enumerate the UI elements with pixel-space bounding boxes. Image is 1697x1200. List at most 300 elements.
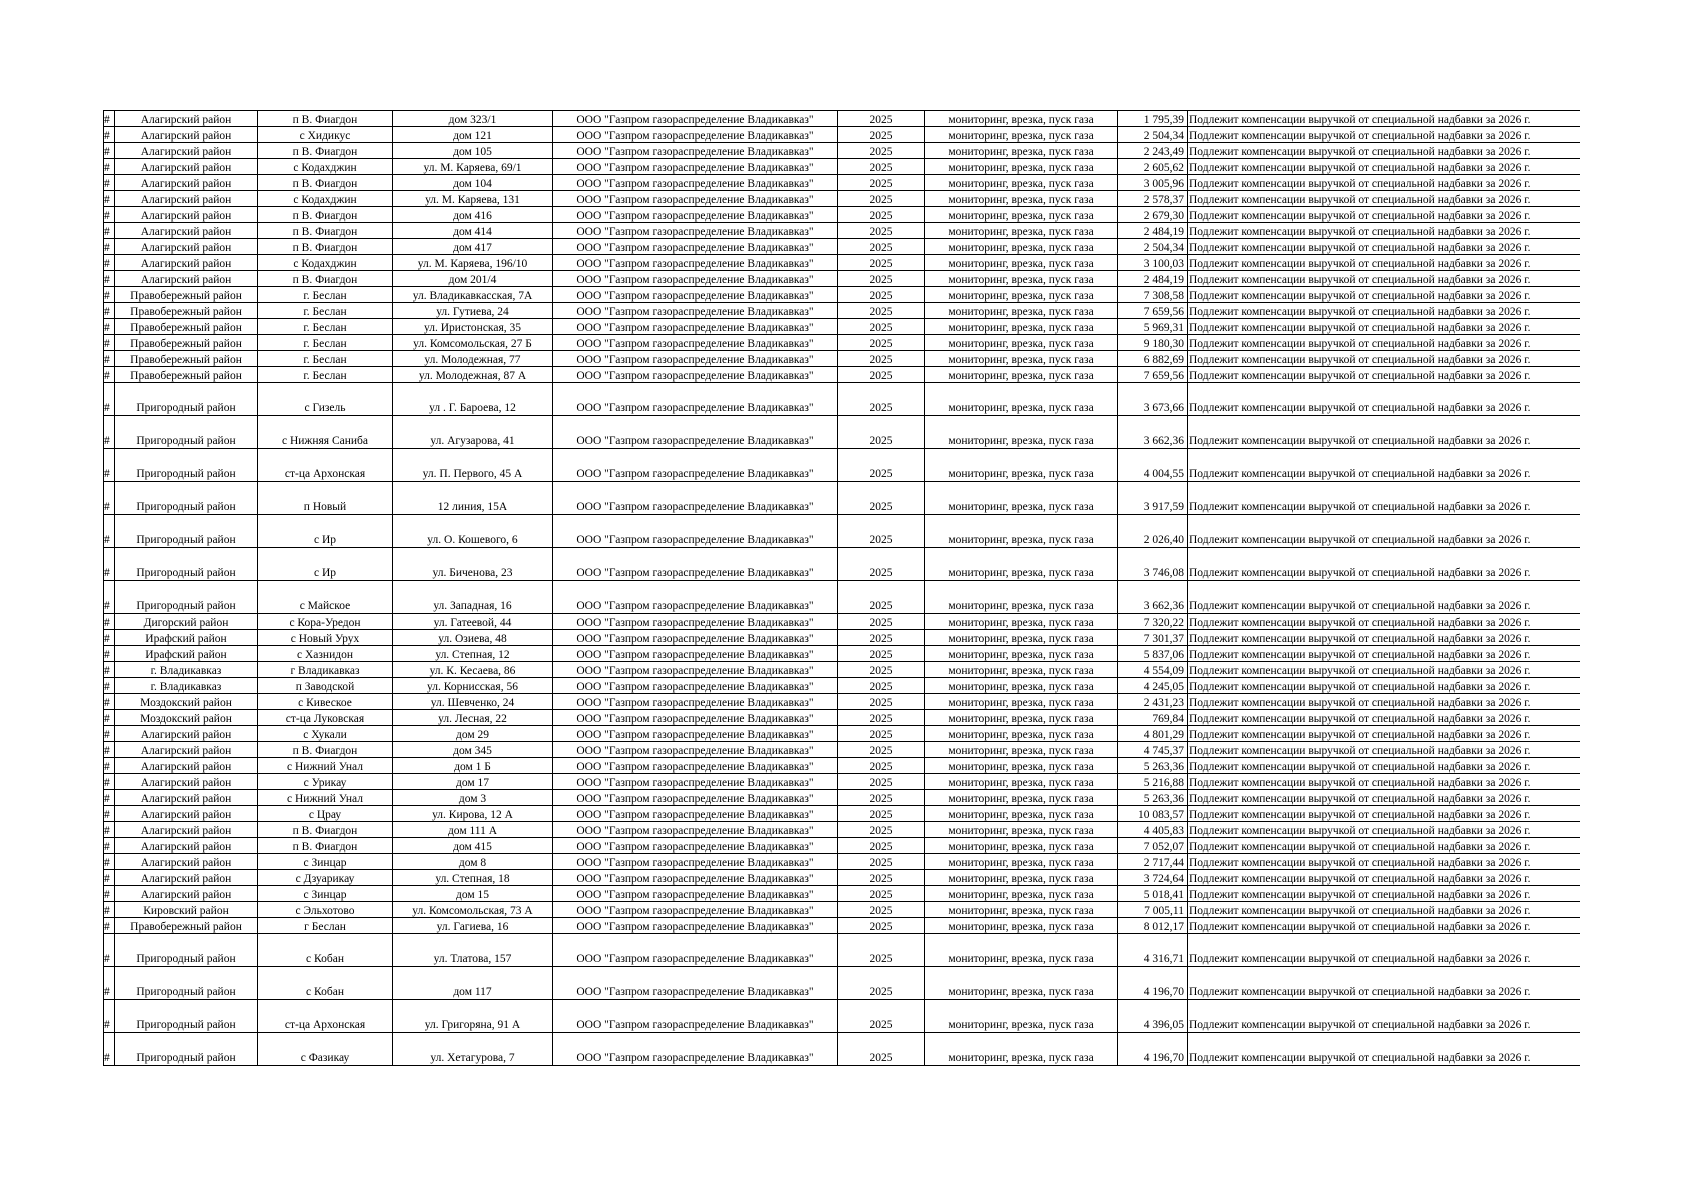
address-cell: ул. Гатеевой, 44 (393, 614, 553, 630)
settlement-cell: с Зинцар (258, 886, 393, 902)
year-cell: 2025 (838, 694, 925, 710)
address-cell: 12 линия, 15А (393, 482, 553, 515)
year-cell: 2025 (838, 967, 925, 1000)
address-cell: ул. Гагиева, 16 (393, 918, 553, 934)
note-cell: Подлежит компенсации выручкой от специальной надбавки за 2026 г. (1188, 191, 1580, 207)
organization-cell: ООО "Газпром газораспределение Владикавказ" (553, 255, 838, 271)
amount-cell: 4 745,37 (1118, 742, 1188, 758)
amount-cell: 2 026,40 (1118, 515, 1188, 548)
work-type-cell: мониторинг, врезка, пуск газа (925, 143, 1118, 159)
amount-cell: 7 005,11 (1118, 902, 1188, 918)
district-cell: Алагирский район (115, 191, 258, 207)
work-type-cell: мониторинг, врезка, пуск газа (925, 239, 1118, 255)
organization-cell: ООО "Газпром газораспределение Владикавказ" (553, 367, 838, 383)
row-marker-cell: # (104, 351, 115, 367)
year-cell: 2025 (838, 548, 925, 581)
row-marker-cell: # (104, 790, 115, 806)
district-cell: Пригородный район (115, 934, 258, 967)
district-cell: Правобережный район (115, 303, 258, 319)
note-cell: Подлежит компенсации выручкой от специальной надбавки за 2026 г. (1188, 1033, 1580, 1066)
settlement-cell: с Црау (258, 806, 393, 822)
table-row (104, 449, 1580, 482)
settlement-cell: с Кодахджин (258, 191, 393, 207)
year-cell: 2025 (838, 143, 925, 159)
address-cell: ул. Степная, 18 (393, 870, 553, 886)
district-cell: г. Владикавказ (115, 662, 258, 678)
row-marker-cell: # (104, 239, 115, 255)
district-cell: Правобережный район (115, 918, 258, 934)
work-type-cell: мониторинг, врезка, пуск газа (925, 383, 1118, 416)
table-row (104, 870, 1580, 886)
row-marker-cell: # (104, 1033, 115, 1066)
amount-cell: 4 196,70 (1118, 1033, 1188, 1066)
amount-cell: 7 659,56 (1118, 303, 1188, 319)
year-cell: 2025 (838, 223, 925, 239)
amount-cell: 2 679,30 (1118, 207, 1188, 223)
year-cell: 2025 (838, 319, 925, 335)
table-row (104, 902, 1580, 918)
year-cell: 2025 (838, 918, 925, 934)
row-marker-cell: # (104, 1000, 115, 1033)
address-cell: дом 111 А (393, 822, 553, 838)
organization-cell: ООО "Газпром газораспределение Владикавказ" (553, 758, 838, 774)
note-cell: Подлежит компенсации выручкой от специальной надбавки за 2026 г. (1188, 822, 1580, 838)
work-type-cell: мониторинг, врезка, пуск газа (925, 581, 1118, 614)
note-cell: Подлежит компенсации выручкой от специальной надбавки за 2026 г. (1188, 1000, 1580, 1033)
settlement-cell: с Урикау (258, 774, 393, 790)
settlement-cell: с Дзуарикау (258, 870, 393, 886)
table-row (104, 207, 1580, 223)
note-cell: Подлежит компенсации выручкой от специальной надбавки за 2026 г. (1188, 630, 1580, 646)
table-row (104, 967, 1580, 1000)
table-row (104, 694, 1580, 710)
district-cell: Правобережный район (115, 287, 258, 303)
organization-cell: ООО "Газпром газораспределение Владикавказ" (553, 143, 838, 159)
settlement-cell: с Нижний Унал (258, 758, 393, 774)
row-marker-cell: # (104, 614, 115, 630)
address-cell: дом 201/4 (393, 271, 553, 287)
note-cell: Подлежит компенсации выручкой от специальной надбавки за 2026 г. (1188, 416, 1580, 449)
address-cell: дом 323/1 (393, 111, 553, 127)
year-cell: 2025 (838, 710, 925, 726)
amount-cell: 5 263,36 (1118, 790, 1188, 806)
organization-cell: ООО "Газпром газораспределение Владикавказ" (553, 630, 838, 646)
address-cell: дом 117 (393, 967, 553, 1000)
year-cell: 2025 (838, 870, 925, 886)
district-cell: Пригородный район (115, 482, 258, 515)
table-row (104, 383, 1580, 416)
address-cell: дом 345 (393, 742, 553, 758)
note-cell: Подлежит компенсации выручкой от специальной надбавки за 2026 г. (1188, 758, 1580, 774)
row-marker-cell: # (104, 319, 115, 335)
work-type-cell: мониторинг, врезка, пуск газа (925, 790, 1118, 806)
table-row (104, 287, 1580, 303)
amount-cell: 4 316,71 (1118, 934, 1188, 967)
amount-cell: 5 263,36 (1118, 758, 1188, 774)
district-cell: Алагирский район (115, 223, 258, 239)
work-type-cell: мониторинг, врезка, пуск газа (925, 742, 1118, 758)
settlement-cell: с Майское (258, 581, 393, 614)
address-cell: ул. Западная, 16 (393, 581, 553, 614)
address-cell: ул. Корнисская, 56 (393, 678, 553, 694)
settlement-cell: п В. Фиагдон (258, 742, 393, 758)
settlement-cell: п В. Фиагдон (258, 207, 393, 223)
district-cell: Моздокский район (115, 694, 258, 710)
organization-cell: ООО "Газпром газораспределение Владикавказ" (553, 303, 838, 319)
table-row (104, 143, 1580, 159)
year-cell: 2025 (838, 581, 925, 614)
organization-cell: ООО "Газпром газораспределение Владикавказ" (553, 774, 838, 790)
settlement-cell: г. Беслан (258, 367, 393, 383)
organization-cell: ООО "Газпром газораспределение Владикавказ" (553, 191, 838, 207)
row-marker-cell: # (104, 111, 115, 127)
address-cell: ул . Г. Бароева, 12 (393, 383, 553, 416)
work-type-cell: мониторинг, врезка, пуск газа (925, 449, 1118, 482)
district-cell: Алагирский район (115, 207, 258, 223)
table-row (104, 239, 1580, 255)
table-row (104, 255, 1580, 271)
settlement-cell: п В. Фиагдон (258, 271, 393, 287)
district-cell: г. Владикавказ (115, 678, 258, 694)
district-cell: Алагирский район (115, 111, 258, 127)
year-cell: 2025 (838, 758, 925, 774)
year-cell: 2025 (838, 774, 925, 790)
note-cell: Подлежит компенсации выручкой от специальной надбавки за 2026 г. (1188, 515, 1580, 548)
row-marker-cell: # (104, 662, 115, 678)
table-row (104, 1000, 1580, 1033)
table-row (104, 581, 1580, 614)
note-cell: Подлежит компенсации выручкой от специальной надбавки за 2026 г. (1188, 614, 1580, 630)
organization-cell: ООО "Газпром газораспределение Владикавказ" (553, 111, 838, 127)
row-marker-cell: # (104, 742, 115, 758)
work-type-cell: мониторинг, врезка, пуск газа (925, 223, 1118, 239)
amount-cell: 8 012,17 (1118, 918, 1188, 934)
year-cell: 2025 (838, 271, 925, 287)
row-marker-cell: # (104, 223, 115, 239)
organization-cell: ООО "Газпром газораспределение Владикавказ" (553, 207, 838, 223)
year-cell: 2025 (838, 335, 925, 351)
district-cell: Алагирский район (115, 175, 258, 191)
note-cell: Подлежит компенсации выручкой от специальной надбавки за 2026 г. (1188, 367, 1580, 383)
row-marker-cell: # (104, 367, 115, 383)
row-marker-cell: # (104, 159, 115, 175)
year-cell: 2025 (838, 239, 925, 255)
amount-cell: 5 216,88 (1118, 774, 1188, 790)
year-cell: 2025 (838, 646, 925, 662)
amount-cell: 1 795,39 (1118, 111, 1188, 127)
settlement-cell: п Новый (258, 482, 393, 515)
amount-cell: 769,84 (1118, 710, 1188, 726)
settlement-cell: п В. Фиагдон (258, 175, 393, 191)
organization-cell: ООО "Газпром газораспределение Владикавказ" (553, 159, 838, 175)
row-marker-cell: # (104, 838, 115, 854)
note-cell: Подлежит компенсации выручкой от специальной надбавки за 2026 г. (1188, 449, 1580, 482)
organization-cell: ООО "Газпром газораспределение Владикавказ" (553, 271, 838, 287)
year-cell: 2025 (838, 822, 925, 838)
district-cell: Правобережный район (115, 351, 258, 367)
district-cell: Алагирский район (115, 726, 258, 742)
year-cell: 2025 (838, 838, 925, 854)
address-cell: ул. Кирова, 12 А (393, 806, 553, 822)
organization-cell: ООО "Газпром газораспределение Владикавказ" (553, 1033, 838, 1066)
note-cell: Подлежит компенсации выручкой от специальной надбавки за 2026 г. (1188, 581, 1580, 614)
settlement-cell: с Ир (258, 548, 393, 581)
district-cell: Алагирский район (115, 822, 258, 838)
amount-cell: 7 320,22 (1118, 614, 1188, 630)
organization-cell: ООО "Газпром газораспределение Владикавказ" (553, 515, 838, 548)
row-marker-cell: # (104, 886, 115, 902)
table-row (104, 111, 1580, 127)
organization-cell: ООО "Газпром газораспределение Владикавказ" (553, 548, 838, 581)
amount-cell: 5 837,06 (1118, 646, 1188, 662)
note-cell: Подлежит компенсации выручкой от специальной надбавки за 2026 г. (1188, 351, 1580, 367)
note-cell: Подлежит компенсации выручкой от специальной надбавки за 2026 г. (1188, 271, 1580, 287)
table-row (104, 175, 1580, 191)
amount-cell: 7 308,58 (1118, 287, 1188, 303)
amount-cell: 2 504,34 (1118, 239, 1188, 255)
district-cell: Алагирский район (115, 790, 258, 806)
work-type-cell: мониторинг, врезка, пуск газа (925, 678, 1118, 694)
work-type-cell: мониторинг, врезка, пуск газа (925, 662, 1118, 678)
organization-cell: ООО "Газпром газораспределение Владикавказ" (553, 646, 838, 662)
settlement-cell: с Кора-Уредон (258, 614, 393, 630)
table-row (104, 319, 1580, 335)
year-cell: 2025 (838, 742, 925, 758)
address-cell: ул. П. Первого, 45 А (393, 449, 553, 482)
work-type-cell: мониторинг, врезка, пуск газа (925, 335, 1118, 351)
organization-cell: ООО "Газпром газораспределение Владикавказ" (553, 854, 838, 870)
table-row (104, 351, 1580, 367)
amount-cell: 9 180,30 (1118, 335, 1188, 351)
table-row (104, 662, 1580, 678)
row-marker-cell: # (104, 726, 115, 742)
table-row (104, 790, 1580, 806)
organization-cell: ООО "Газпром газораспределение Владикавказ" (553, 223, 838, 239)
amount-cell: 2 717,44 (1118, 854, 1188, 870)
year-cell: 2025 (838, 886, 925, 902)
note-cell: Подлежит компенсации выручкой от специальной надбавки за 2026 г. (1188, 662, 1580, 678)
district-cell: Правобережный район (115, 367, 258, 383)
note-cell: Подлежит компенсации выручкой от специальной надбавки за 2026 г. (1188, 854, 1580, 870)
work-type-cell: мониторинг, врезка, пуск газа (925, 646, 1118, 662)
settlement-cell: с Хукали (258, 726, 393, 742)
table-row (104, 838, 1580, 854)
address-cell: ул. Молодежная, 87 А (393, 367, 553, 383)
work-type-cell: мониторинг, врезка, пуск газа (925, 351, 1118, 367)
work-type-cell: мониторинг, врезка, пуск газа (925, 774, 1118, 790)
table-row (104, 758, 1580, 774)
amount-cell: 7 659,56 (1118, 367, 1188, 383)
work-type-cell: мониторинг, врезка, пуск газа (925, 271, 1118, 287)
work-type-cell: мониторинг, врезка, пуск газа (925, 710, 1118, 726)
district-cell: Пригородный район (115, 1000, 258, 1033)
year-cell: 2025 (838, 934, 925, 967)
amount-cell: 2 578,37 (1118, 191, 1188, 207)
amount-cell: 7 301,37 (1118, 630, 1188, 646)
row-marker-cell: # (104, 934, 115, 967)
table-row (104, 335, 1580, 351)
settlement-cell: ст-ца Архонская (258, 1000, 393, 1033)
row-marker-cell: # (104, 303, 115, 319)
table-row (104, 191, 1580, 207)
settlement-cell: с Зинцар (258, 854, 393, 870)
year-cell: 2025 (838, 111, 925, 127)
table-row (104, 614, 1580, 630)
organization-cell: ООО "Газпром газораспределение Владикавказ" (553, 822, 838, 838)
note-cell: Подлежит компенсации выручкой от специальной надбавки за 2026 г. (1188, 111, 1580, 127)
amount-cell: 4 004,55 (1118, 449, 1188, 482)
amount-cell: 4 554,09 (1118, 662, 1188, 678)
row-marker-cell: # (104, 287, 115, 303)
amount-cell: 3 746,08 (1118, 548, 1188, 581)
district-cell: Кировский район (115, 902, 258, 918)
row-marker-cell: # (104, 822, 115, 838)
work-type-cell: мониторинг, врезка, пуск газа (925, 758, 1118, 774)
year-cell: 2025 (838, 191, 925, 207)
year-cell: 2025 (838, 662, 925, 678)
district-cell: Алагирский район (115, 742, 258, 758)
settlement-cell: г. Беслан (258, 335, 393, 351)
organization-cell: ООО "Газпром газораспределение Владикавказ" (553, 175, 838, 191)
table-row (104, 630, 1580, 646)
settlement-cell: с Нижний Унал (258, 790, 393, 806)
organization-cell: ООО "Газпром газораспределение Владикавказ" (553, 726, 838, 742)
district-cell: Ирафский район (115, 630, 258, 646)
amount-cell: 3 673,66 (1118, 383, 1188, 416)
amount-cell: 2 484,19 (1118, 223, 1188, 239)
amount-cell: 3 005,96 (1118, 175, 1188, 191)
address-cell: ул. К. Кесаева, 86 (393, 662, 553, 678)
note-cell: Подлежит компенсации выручкой от специальной надбавки за 2026 г. (1188, 335, 1580, 351)
organization-cell: ООО "Газпром газораспределение Владикавказ" (553, 319, 838, 335)
work-type-cell: мониторинг, врезка, пуск газа (925, 854, 1118, 870)
work-type-cell: мониторинг, врезка, пуск газа (925, 159, 1118, 175)
settlement-cell: г. Беслан (258, 303, 393, 319)
organization-cell: ООО "Газпром газораспределение Владикавказ" (553, 838, 838, 854)
row-marker-cell: # (104, 383, 115, 416)
amount-cell: 5 969,31 (1118, 319, 1188, 335)
year-cell: 2025 (838, 678, 925, 694)
row-marker-cell: # (104, 694, 115, 710)
note-cell: Подлежит компенсации выручкой от специальной надбавки за 2026 г. (1188, 694, 1580, 710)
settlement-cell: п Заводской (258, 678, 393, 694)
settlement-cell: п В. Фиагдон (258, 838, 393, 854)
organization-cell: ООО "Газпром газораспределение Владикавказ" (553, 886, 838, 902)
year-cell: 2025 (838, 515, 925, 548)
year-cell: 2025 (838, 806, 925, 822)
year-cell: 2025 (838, 367, 925, 383)
row-marker-cell: # (104, 482, 115, 515)
settlement-cell: г. Беслан (258, 319, 393, 335)
address-cell: ул. М. Каряева, 69/1 (393, 159, 553, 175)
note-cell: Подлежит компенсации выручкой от специальной надбавки за 2026 г. (1188, 790, 1580, 806)
address-cell: ул. М. Каряева, 131 (393, 191, 553, 207)
amount-cell: 3 724,64 (1118, 870, 1188, 886)
organization-cell: ООО "Газпром газораспределение Владикавказ" (553, 581, 838, 614)
table-row (104, 271, 1580, 287)
organization-cell: ООО "Газпром газораспределение Владикавказ" (553, 710, 838, 726)
year-cell: 2025 (838, 482, 925, 515)
settlement-cell: с Кивеское (258, 694, 393, 710)
table-row (104, 742, 1580, 758)
address-cell: ул. Владикавкасская, 7А (393, 287, 553, 303)
organization-cell: ООО "Газпром газораспределение Владикавказ" (553, 662, 838, 678)
note-cell: Подлежит компенсации выручкой от специальной надбавки за 2026 г. (1188, 255, 1580, 271)
row-marker-cell: # (104, 207, 115, 223)
row-marker-cell: # (104, 854, 115, 870)
year-cell: 2025 (838, 159, 925, 175)
note-cell: Подлежит компенсации выручкой от специальной надбавки за 2026 г. (1188, 287, 1580, 303)
table-row (104, 774, 1580, 790)
settlement-cell: п В. Фиагдон (258, 822, 393, 838)
year-cell: 2025 (838, 127, 925, 143)
organization-cell: ООО "Газпром газораспределение Владикавказ" (553, 742, 838, 758)
row-marker-cell: # (104, 255, 115, 271)
district-cell: Алагирский район (115, 239, 258, 255)
year-cell: 2025 (838, 175, 925, 191)
note-cell: Подлежит компенсации выручкой от специальной надбавки за 2026 г. (1188, 774, 1580, 790)
work-type-cell: мониторинг, врезка, пуск газа (925, 838, 1118, 854)
row-marker-cell: # (104, 902, 115, 918)
settlement-cell: с Ир (258, 515, 393, 548)
address-cell: дом 1 Б (393, 758, 553, 774)
district-cell: Пригородный район (115, 416, 258, 449)
amount-cell: 5 018,41 (1118, 886, 1188, 902)
settlement-cell: п В. Фиагдон (258, 143, 393, 159)
amount-cell: 3 917,59 (1118, 482, 1188, 515)
row-marker-cell: # (104, 191, 115, 207)
year-cell: 2025 (838, 790, 925, 806)
row-marker-cell: # (104, 758, 115, 774)
row-marker-cell: # (104, 335, 115, 351)
address-cell: дом 121 (393, 127, 553, 143)
year-cell: 2025 (838, 854, 925, 870)
note-cell: Подлежит компенсации выручкой от специальной надбавки за 2026 г. (1188, 902, 1580, 918)
note-cell: Подлежит компенсации выручкой от специальной надбавки за 2026 г. (1188, 127, 1580, 143)
address-cell: ул. Иристонская, 35 (393, 319, 553, 335)
table-row (104, 223, 1580, 239)
row-marker-cell: # (104, 630, 115, 646)
note-cell: Подлежит компенсации выручкой от специальной надбавки за 2026 г. (1188, 303, 1580, 319)
note-cell: Подлежит компенсации выручкой от специальной надбавки за 2026 г. (1188, 838, 1580, 854)
organization-cell: ООО "Газпром газораспределение Владикавказ" (553, 870, 838, 886)
address-cell: ул. М. Каряева, 196/10 (393, 255, 553, 271)
table-row (104, 806, 1580, 822)
year-cell: 2025 (838, 351, 925, 367)
row-marker-cell: # (104, 774, 115, 790)
table-row (104, 159, 1580, 175)
address-cell: ул. О. Кошевого, 6 (393, 515, 553, 548)
amount-cell: 4 801,29 (1118, 726, 1188, 742)
amount-cell: 2 504,34 (1118, 127, 1188, 143)
note-cell: Подлежит компенсации выручкой от специальной надбавки за 2026 г. (1188, 548, 1580, 581)
settlement-cell: г Владикавказ (258, 662, 393, 678)
organization-cell: ООО "Газпром газораспределение Владикавказ" (553, 614, 838, 630)
row-marker-cell: # (104, 271, 115, 287)
row-marker-cell: # (104, 548, 115, 581)
organization-cell: ООО "Газпром газораспределение Владикавказ" (553, 449, 838, 482)
address-cell: ул. Озиева, 48 (393, 630, 553, 646)
address-cell: дом 29 (393, 726, 553, 742)
work-type-cell: мониторинг, врезка, пуск газа (925, 934, 1118, 967)
work-type-cell: мониторинг, врезка, пуск газа (925, 1000, 1118, 1033)
note-cell: Подлежит компенсации выручкой от специальной надбавки за 2026 г. (1188, 223, 1580, 239)
settlement-cell: п В. Фиагдон (258, 239, 393, 255)
organization-cell: ООО "Газпром газораспределение Владикавказ" (553, 902, 838, 918)
note-cell: Подлежит компенсации выручкой от специальной надбавки за 2026 г. (1188, 967, 1580, 1000)
settlement-cell: с Гизель (258, 383, 393, 416)
address-cell: дом 104 (393, 175, 553, 191)
